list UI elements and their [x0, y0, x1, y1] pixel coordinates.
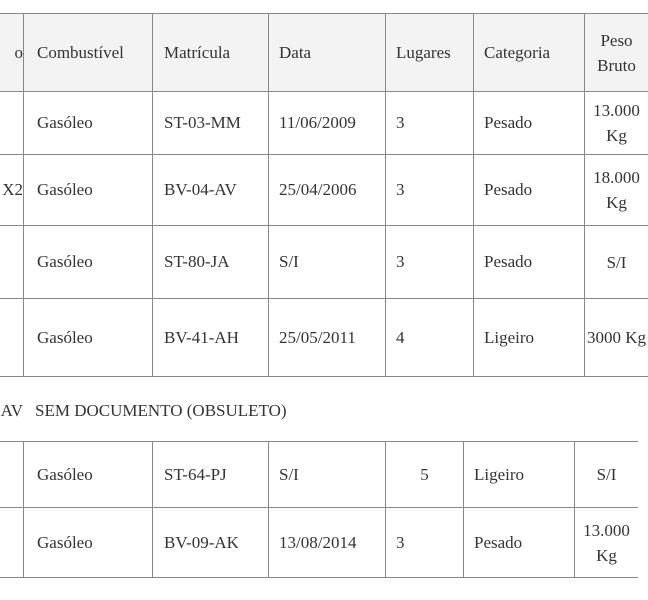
note-prefix: AV	[0, 401, 23, 420]
cell-plate: ST-03-MM	[153, 92, 269, 155]
cell-date: 11/06/2009	[269, 92, 386, 155]
header-plate: Matrícula	[153, 14, 269, 92]
cell-seats: 3	[386, 508, 464, 578]
note-line	[0, 391, 600, 431]
table-row	[0, 508, 638, 578]
cell-plate: BV-41-AH	[153, 299, 269, 377]
cell-lead: X2	[0, 155, 24, 226]
cell-category: Pesado	[474, 92, 585, 155]
header-seats: Lugares	[386, 14, 474, 92]
cell-lead	[0, 442, 24, 508]
cell-weight: 18.000 Kg	[585, 155, 648, 226]
cell-plate: BV-09-AK	[153, 508, 269, 578]
header-category: Categoria	[474, 14, 585, 92]
cell-weight: S/I	[575, 442, 639, 508]
table-header-row	[0, 14, 648, 92]
cell-category: Pesado	[464, 508, 575, 578]
cell-fuel: Gasóleo	[24, 92, 153, 155]
cell-fuel: Gasóleo	[24, 299, 153, 377]
cell-fuel: Gasóleo	[24, 442, 153, 508]
header-weight: Peso Bruto	[585, 14, 648, 92]
cell-plate: BV-04-AV	[153, 155, 269, 226]
header-col-0: o	[0, 14, 24, 92]
cell-category: Ligeiro	[464, 442, 575, 508]
cell-weight: 13.000 Kg	[575, 508, 639, 578]
note-text: SEM DOCUMENTO (OBSULETO)	[35, 401, 287, 420]
cell-lead	[0, 508, 24, 578]
table-row	[0, 155, 648, 226]
cell-date: 25/05/2011	[269, 299, 386, 377]
cell-weight: 3000 Kg	[585, 299, 648, 377]
cell-category: Pesado	[474, 226, 585, 299]
table-row	[0, 299, 648, 377]
header-date: Data	[269, 14, 386, 92]
cell-seats: 5	[386, 442, 464, 508]
cell-fuel: Gasóleo	[24, 226, 153, 299]
table-row	[0, 92, 648, 155]
cell-date: S/I	[269, 226, 386, 299]
cell-date: S/I	[269, 442, 386, 508]
cell-fuel: Gasóleo	[24, 508, 153, 578]
cell-seats: 4	[386, 299, 474, 377]
cell-weight: 13.000 Kg	[585, 92, 648, 155]
cell-seats: 3	[386, 155, 474, 226]
cell-lead	[0, 226, 24, 299]
cell-plate: ST-80-JA	[153, 226, 269, 299]
vehicle-table-top	[0, 13, 648, 377]
cell-lead	[0, 92, 24, 155]
cell-date: 25/04/2006	[269, 155, 386, 226]
vehicle-table-bottom	[0, 441, 638, 578]
table-row	[0, 226, 648, 299]
cell-category: Pesado	[474, 155, 585, 226]
cell-fuel: Gasóleo	[24, 155, 153, 226]
cell-weight: S/I	[585, 226, 648, 299]
cell-date: 13/08/2014	[269, 508, 386, 578]
cell-plate: ST-64-PJ	[153, 442, 269, 508]
cell-lead	[0, 299, 24, 377]
cell-seats: 3	[386, 226, 474, 299]
cell-category: Ligeiro	[474, 299, 585, 377]
header-fuel: Combustível	[24, 14, 153, 92]
cell-seats: 3	[386, 92, 474, 155]
table-row	[0, 442, 638, 508]
